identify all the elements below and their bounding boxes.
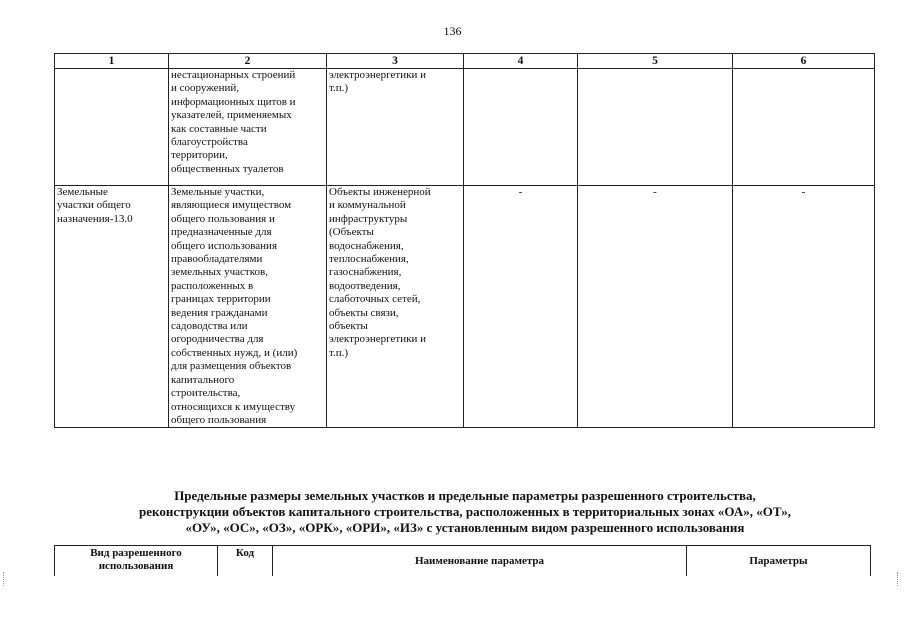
section-heading-line: реконструкции объектов капитального строительства, расположенных в территориальных зонах «ОА», «ОТ», bbox=[139, 504, 791, 519]
table-header-row bbox=[55, 54, 875, 69]
page-number: 136 bbox=[443, 24, 462, 38]
table-cell: нестационарных строений и сооружений, информационных щитов и указателей, применяемых как составные части благоустройства территории, общественных туалетов bbox=[169, 69, 327, 186]
section-heading-line: «ОУ», «ОС», «ОЗ», «ОРК», «ОРИ», «ИЗ» с установленным видом разрешенного использования bbox=[185, 520, 745, 535]
table-row bbox=[55, 186, 875, 428]
column-header: Вид разрешенного использования bbox=[55, 546, 218, 577]
column-header: Наименование параметра bbox=[273, 546, 687, 577]
table-cell bbox=[733, 69, 875, 186]
scan-margin-mark bbox=[3, 572, 7, 586]
section-heading bbox=[70, 488, 860, 536]
table-cell: - bbox=[464, 186, 578, 428]
column-header: 5 bbox=[578, 54, 733, 69]
table-cell bbox=[578, 69, 733, 186]
scan-margin-mark bbox=[897, 572, 901, 586]
permitted-use-table bbox=[54, 53, 875, 428]
table-cell bbox=[55, 69, 169, 186]
parameters-table bbox=[54, 545, 871, 576]
table-header-row bbox=[55, 546, 871, 577]
table-cell bbox=[464, 69, 578, 186]
section-heading-line: Предельные размеры земельных участков и предельные параметры разрешенного строительства, bbox=[174, 488, 756, 503]
column-header: 2 bbox=[169, 54, 327, 69]
table-cell: электроэнергетики и т.п.) bbox=[327, 69, 464, 186]
column-header: 4 bbox=[464, 54, 578, 69]
column-header: Параметры bbox=[687, 546, 871, 577]
column-header: 6 bbox=[733, 54, 875, 69]
table-row bbox=[55, 69, 875, 186]
column-header: 1 bbox=[55, 54, 169, 69]
table-cell: - bbox=[578, 186, 733, 428]
column-header: Код bbox=[218, 546, 273, 577]
column-header: 3 bbox=[327, 54, 464, 69]
table-cell: Земельные участки, являющиеся имуществом общего пользования и предназначенные для общего использования правообладателями земельных участков, расположенных в границах территории ведения гражданами садоводства или огородничества для собственных нужд, и (или) для размещения объектов капитального строительства, относящихся к имуществу общего пользования bbox=[169, 186, 327, 428]
table-cell: Земельные участки общего назначения-13.0 bbox=[55, 186, 169, 428]
table-cell: - bbox=[733, 186, 875, 428]
table-cell: Объекты инженерной и коммунальной инфраструктуры (Объекты водоснабжения, теплоснабжения, газоснабжения, водоотведения, слаботочных сетей, объекты связи, объекты электроэнергетики и т.п.) bbox=[327, 186, 464, 428]
